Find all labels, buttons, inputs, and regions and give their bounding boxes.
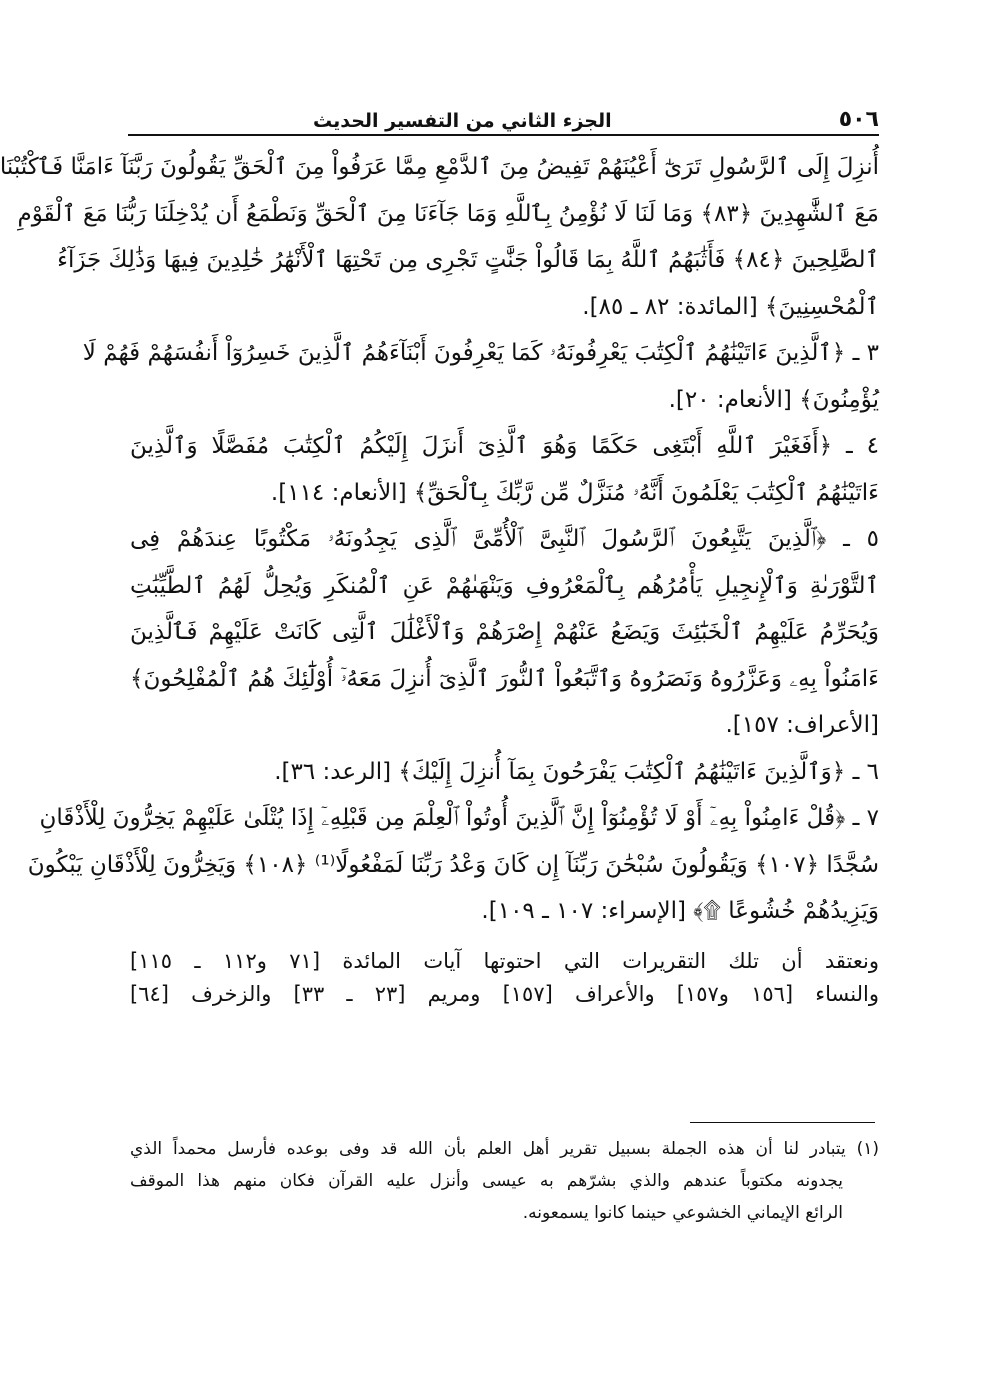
text-line: والنساء [١٥٦ و١٥٧] والأعراف [١٥٧] ومريم [٢٣ ـ ٣٣] والزخرف [٦٤]	[130, 981, 879, 1006]
text-line: مَعَ ٱلشَّٰهِدِينَ ﴿٨٣﴾ وَمَا لَنَا لَا نُؤْمِنُ بِٱللَّهِ وَمَا جَآءَنَا مِنَ ٱلْحَقِّ وَنَطْمَعُ أَن يُدْخِلَنَا رَبُّنَا مَعَ ٱلْقَوْمِ	[17, 200, 879, 227]
text-line: ٤ ـ ﴿أَفَغَيْرَ ٱللَّهِ أَبْتَغِى حَكَمًا وَهُوَ ٱلَّذِىٓ أَنزَلَ إِلَيْكُمُ ٱلْكِتَٰبَ مُفَصَّلًا وَٱلَّذِينَ	[130, 433, 879, 459]
text-line: أُنزِلَ إِلَى ٱلرَّسُولِ تَرَىٰٓ أَعْيُنَهُمْ تَفِيضُ مِنَ ٱلدَّمْعِ مِمَّا عَرَفُواْ مِنَ ٱلْحَقِّ يَقُولُونَ رَبَّنَآ ءَامَنَّا فَٱكْتُبْنَا	[0, 154, 879, 180]
text-line: ءَاتَيْنَٰهُمُ ٱلْكِتَٰبَ يَعْلَمُونَ أَنَّهُۥ مُنَزَّلٌ مِّن رَّبِّكَ بِٱلْحَقِّ﴾ [الأنعام: ١١٤].	[270, 479, 879, 506]
text-line: ٣ ـ ﴿ٱلَّذِينَ ءَاتَيْنَٰهُمُ ٱلْكِتَٰبَ يَعْرِفُونَهُۥ كَمَا يَعْرِفُونَ أَبْنَآءَهُمُ ٱلَّذِينَ خَسِرُوٓاْ أَنفُسَهُمْ فَهُمْ لَا	[82, 340, 879, 366]
text-line: ٱلْمُحْسِنِينَ﴾ [المائدة: ٨٢ ـ ٨٥].	[582, 293, 879, 320]
text-line: وَيَزِيدُهُمْ خُشُوعًا ۩﴾ [الإسراء: ١٠٧ ـ ١٠٩].	[481, 898, 879, 924]
text-line: ٱلتَّوْرَىٰةِ وَٱلْإِنجِيلِ يَأْمُرُهُم بِٱلْمَعْرُوفِ وَيَنْهَىٰهُمْ عَنِ ٱلْمُنكَرِ وَيُحِلُّ لَهُمُ ٱلطَّيِّبَٰتِ	[130, 572, 879, 599]
footnote	[130, 1133, 879, 1229]
text-line: ٧ ـ ﴿قُلْ ءَامِنُواْ بِهِۦٓ أَوْ لَا تُؤْمِنُوٓاْ إِنَّ ٱلَّذِينَ أُوتُواْ ٱلْعِلْمَ مِن قَبْلِهِۦٓ إِذَا يُتْلَىٰ عَلَيْهِمْ يَخِرُّونَ لِلْأَذْقَانِ	[39, 805, 879, 831]
verse-block-maida	[0, 144, 879, 330]
header-rule	[128, 134, 879, 136]
text-line: ٥ ـ ﴿ٱلَّذِينَ يَتَّبِعُونَ ٱلرَّسُولَ ٱلنَّبِىَّ ٱلْأُمِّىَّ ٱلَّذِى يَجِدُونَهُۥ مَكْتُوبًا عِندَهُمْ فِى	[130, 526, 879, 552]
text-line: ٦ ـ ﴿وَٱلَّذِينَ ءَاتَيْنَٰهُمُ ٱلْكِتَٰبَ يَفْرَحُونَ بِمَآ أُنزِلَ إِلَيْكَ﴾ [الرعد: ٣٦].	[274, 758, 879, 785]
footnote-line: يجدونه مكتوباً عندهم والذي بشرّهم به عيسى وأنزل عليه القرآن فكان منهم هذا الموقف	[130, 1171, 843, 1191]
commentary-paragraph	[130, 945, 879, 1011]
footnote-line: (١) يتبادر لنا أن هذه الجملة بسبيل تقرير أهل العلم بأن الله قد وفى بوعده فأرسل محمداً الذي	[130, 1139, 879, 1159]
verse-block-araf	[130, 516, 879, 749]
verse-block-anam-114	[130, 423, 879, 516]
text-line: يُؤْمِنُونَ﴾ [الأنعام: ٢٠].	[668, 386, 879, 413]
text-line: ٱلصَّٰلِحِينَ ﴿٨٤﴾ فَأَثَٰبَهُمُ ٱللَّهُ بِمَا قَالُواْ جَنَّٰتٍ تَجْرِى مِن تَحْتِهَا ٱلْأَنْهَٰرُ خَٰلِدِينَ فِيهَا وَذَٰلِكَ جَزَآءُ	[57, 247, 879, 273]
verse-block-anam-20	[82, 330, 879, 423]
page-header	[128, 96, 879, 132]
main-text	[0, 144, 879, 1011]
footnote-rule	[690, 1122, 875, 1123]
text-line: ونعتقد أن تلك التقريرات التي احتوتها آيات المائدة [٧١ و١١٢ ـ ١١٥]	[130, 948, 879, 973]
verse-block-raad	[130, 749, 879, 796]
page-number: ٥٠٦	[838, 107, 879, 132]
verse-block-isra	[27, 795, 879, 935]
text-line: سُجَّدًا ﴿١٠٧﴾ وَيَقُولُونَ سُبْحَٰنَ رَبِّنَآ إِن كَانَ وَعْدُ رَبِّنَا لَمَفْعُولًا⁽¹⁾ ﴿١٠٨﴾ وَيَخِرُّونَ لِلْأَذْقَانِ يَبْكُونَ	[27, 851, 879, 878]
text-line: [الأعراف: ١٥٧].	[725, 712, 879, 738]
running-title: الجزء الثاني من التفسير الحديث	[313, 110, 612, 132]
footnote-line: الرائع الإيماني الخشوعي حينما كانوا يسمعونه.	[522, 1203, 843, 1223]
text-line: وَيُحَرِّمُ عَلَيْهِمُ ٱلْخَبَٰٓئِثَ وَيَضَعُ عَنْهُمْ إِصْرَهُمْ وَٱلْأَغْلَٰلَ ٱلَّتِى كَانَتْ عَلَيْهِمْ فَٱلَّذِينَ	[130, 619, 879, 645]
text-line: ءَامَنُواْ بِهِۦ وَعَزَّرُوهُ وَنَصَرُوهُ وَٱتَّبَعُواْ ٱلنُّورَ ٱلَّذِىٓ أُنزِلَ مَعَهُۥٓ أُوْلَٰٓئِكَ هُمُ ٱلْمُفْلِحُونَ﴾	[130, 665, 879, 692]
